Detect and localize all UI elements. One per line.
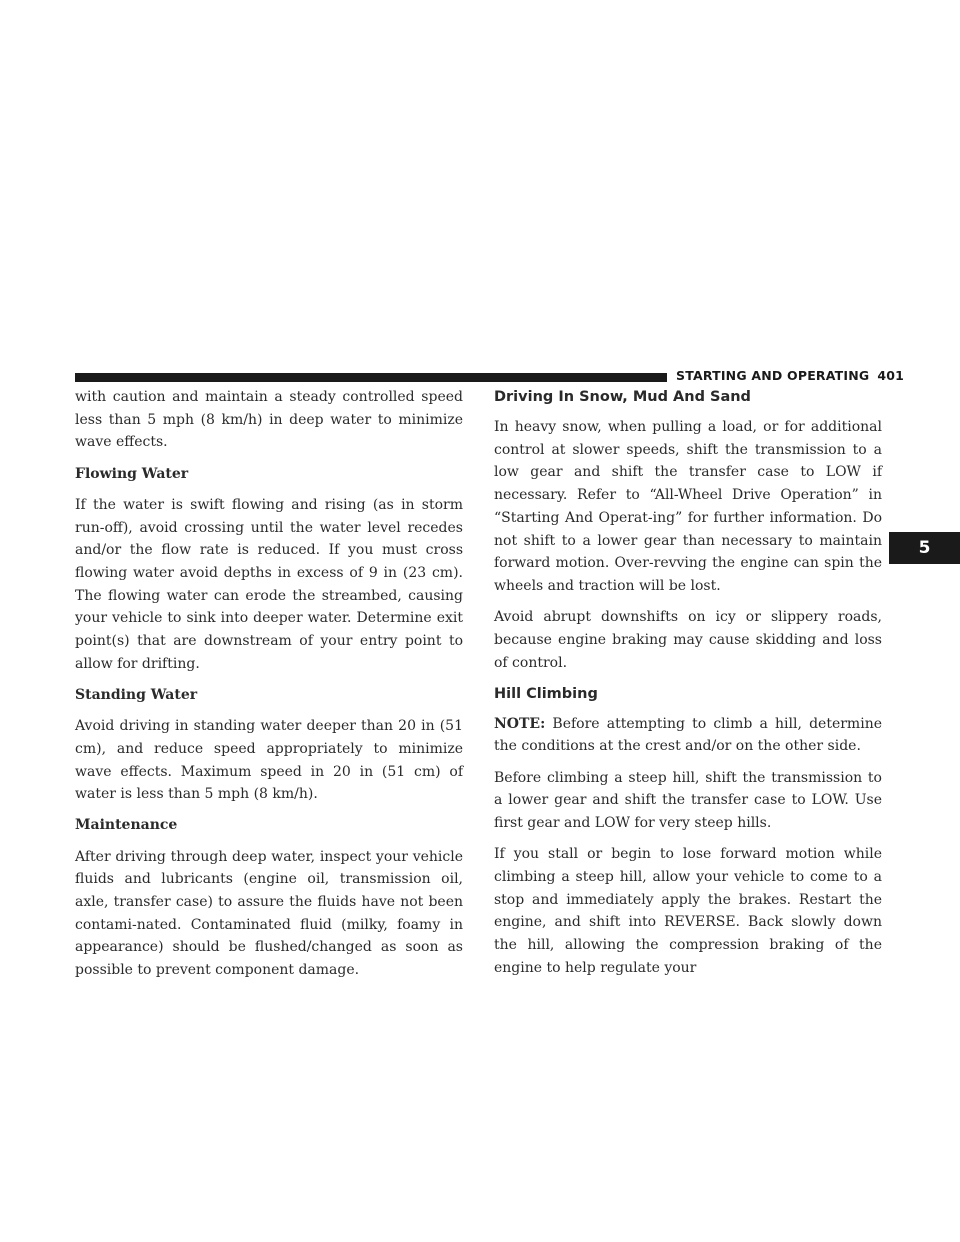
flowing-water-paragraph: If the water is swift flowing and rising (as in storm run-off), avoid crossing until the water level recedes and/or the flow rate is reduced. If you must cross flowing water avoid depths in excess of 9 in (23 cm). The flowing water can erode the streambed, causing your vehicle to sink into deeper water. Determine exit point(s) that are downstream of your entry point to allow for drifting. (75, 496, 463, 672)
header-rule (75, 373, 667, 382)
intro-paragraph: with caution and maintain a steady controlled speed less than 5 mph (8 km/h) in deep water to minimize wave effects. (75, 389, 463, 451)
standing-water-heading: Standing Water (75, 686, 198, 703)
note-text: Before attempting to climb a hill, determine the conditions at the crest and/or on the other side. (494, 715, 882, 755)
right-column (494, 386, 882, 988)
note-label: NOTE: (494, 715, 546, 732)
chapter-tab: 5 (889, 532, 960, 564)
hill-climbing-paragraph-1: Before climbing a steep hill, shift the transmission to a lower gear and shift the transfer case to LOW. Use first gear and LOW for very steep hills. (494, 769, 882, 832)
hill-climbing-note (494, 713, 882, 758)
maintenance-paragraph: After driving through deep water, inspect your vehicle fluids and lubricants (engine oil, transmission oil, axle, transfer case) to assure the fluids have not been contami-nated. Contaminated fluid (milky, foamy in appearance) should be flushed/changed as soon as possible to prevent component damage. (75, 848, 463, 979)
page-number: 401 (877, 368, 905, 383)
hill-climbing-title: Hill Climbing (494, 685, 598, 702)
flowing-water-heading: Flowing Water (75, 465, 189, 482)
running-header (676, 368, 905, 383)
standing-water-paragraph: Avoid driving in standing water deeper than 20 in (51 cm), and reduce speed appropriately to minimize wave effects. Maximum speed in 20 in (51 cm) of water is less than 5 mph (8 km/h). (75, 718, 463, 803)
snow-mud-sand-paragraph-1: In heavy snow, when pulling a load, or for additional control at slower speeds, shift the transmission to a low gear and shift the transfer case to LOW if necessary. Refer to “All-Wheel Drive Operation” in “Starting And Operat-ing” for further information. Do not shift to a lower gear than necessary to maintain forward motion. Over-revving the engine can spin the wheels and traction will be lost. (494, 419, 882, 594)
left-column (75, 386, 463, 990)
maintenance-heading: Maintenance (75, 817, 178, 834)
header-section-title: STARTING AND OPERATING (676, 368, 870, 383)
snow-mud-sand-title: Driving In Snow, Mud And Sand (494, 389, 751, 405)
snow-mud-sand-paragraph-2: Avoid abrupt downshifts on icy or slippery roads, because engine braking may cause skidding and loss of control. (494, 609, 882, 671)
hill-climbing-paragraph-2: If you stall or begin to lose forward motion while climbing a steep hill, allow your vehicle to come to a stop and immediately apply the brakes. Restart the engine, and shift into REVERSE. Back slowly down the hill, allowing the compression braking of the engine to help regulate your (494, 846, 882, 976)
